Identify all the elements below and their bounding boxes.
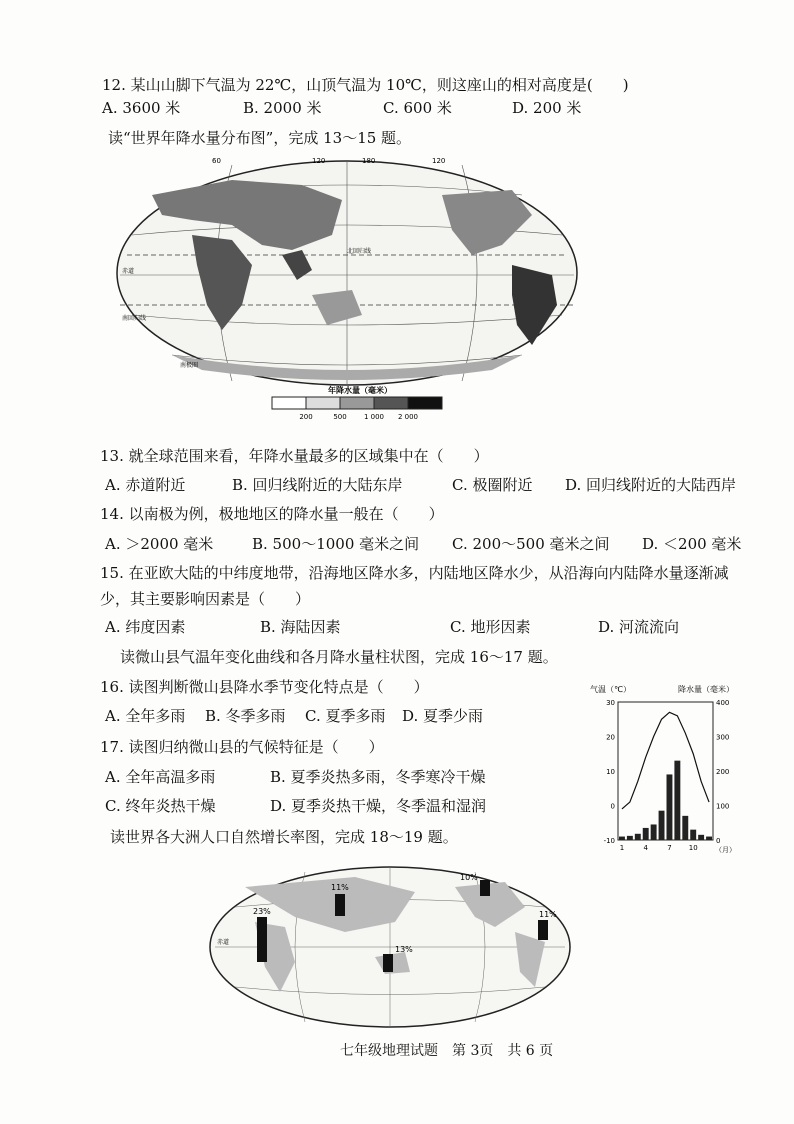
q15-option-c[interactable]: C. 地形因素 <box>450 618 531 636</box>
precip-bar-8 <box>674 761 680 840</box>
precip-bar-6 <box>659 811 665 840</box>
precip-bar-7 <box>667 774 673 840</box>
precip-bar-4 <box>643 828 649 840</box>
y2-axis-label: 降水量（毫米） <box>678 685 734 694</box>
q16-option-d[interactable]: D. 夏季少雨 <box>402 707 484 725</box>
oceania-bar <box>383 954 393 972</box>
temperature-curve <box>622 712 709 809</box>
intro-13-15: 读“世界年降水量分布图”，完成 13～15 题。 <box>108 129 412 147</box>
precip-bar-11 <box>698 835 704 840</box>
q17-stem: 17. 读图归纳微山县的气候特征是（ ） <box>100 738 384 756</box>
y2-tick: 200 <box>716 768 730 776</box>
q16-option-b[interactable]: B. 冬季多雨 <box>205 707 286 725</box>
y-tick: 0 <box>610 802 615 811</box>
x-axis-label: （月） <box>715 846 736 854</box>
precip-bar-3 <box>635 834 641 840</box>
q15-stem-line2: 少，其主要影响因素是（ ） <box>100 590 311 608</box>
population-growth-map <box>205 862 575 1032</box>
legend-tick-2000: 2 000 <box>397 413 419 421</box>
q12-stem: 12. 某山山脚下气温为 22℃，山顶气温为 10℃，则这座山的相对高度是( ) <box>102 76 629 94</box>
q16-option-c[interactable]: C. 夏季多雨 <box>305 707 386 725</box>
x-tick: 10 <box>688 844 698 852</box>
legend-tick-1000: 1 000 <box>363 413 385 421</box>
oceania-rate: 13% <box>395 945 413 954</box>
y2-tick: 0 <box>716 837 721 845</box>
tropic-cancer-label: 北回归线 <box>347 248 372 255</box>
q12-option-d[interactable]: D. 200 米 <box>512 99 582 117</box>
tropic-capricorn-label: 南回归线 <box>122 315 147 322</box>
q16-option-a[interactable]: A. 全年多雨 <box>105 707 186 725</box>
legend-tick-200: 200 <box>299 413 313 421</box>
south-america-rate: 11% <box>539 910 557 919</box>
y-tick: -10 <box>603 837 615 845</box>
legend-tick-500: 500 <box>333 413 347 421</box>
q17-option-a[interactable]: A. 全年高温多雨 <box>105 768 216 786</box>
legend-title: 年降水量（毫米） <box>328 386 392 395</box>
x-tick: 4 <box>643 844 648 852</box>
q15-option-b[interactable]: B. 海陆因素 <box>260 618 341 636</box>
q13-option-b[interactable]: B. 回归线附近的大陆东岸 <box>232 476 403 494</box>
y-tick: 30 <box>606 699 615 707</box>
q13-option-d[interactable]: D. 回归线附近的大陆西岸 <box>565 476 737 494</box>
q16-stem: 16. 读图判断微山县降水季节变化特点是（ ） <box>100 678 429 696</box>
north-america-rate: 10% <box>460 873 478 882</box>
x-tick: 1 <box>619 844 625 852</box>
q13-option-c[interactable]: C. 极圈附近 <box>452 476 533 494</box>
precip-bar-9 <box>682 816 688 840</box>
q12-option-c[interactable]: C. 600 米 <box>383 99 452 117</box>
q15-option-a[interactable]: A. 纬度因素 <box>105 618 186 636</box>
africa-rate: 23% <box>253 907 271 916</box>
south-america-bar <box>538 920 548 940</box>
north-america-bar <box>480 880 490 896</box>
world-precipitation-map <box>112 155 582 395</box>
q12-option-a[interactable]: A. 3600 米 <box>102 99 181 117</box>
lon-label-2: 120 <box>312 157 326 165</box>
climate-chart <box>588 682 748 857</box>
precip-bar-2 <box>627 836 633 840</box>
q17-option-b[interactable]: B. 夏季炎热多雨，冬季寒冷干燥 <box>270 768 486 786</box>
y2-tick: 300 <box>716 733 730 742</box>
asia-bar <box>335 894 345 916</box>
q17-option-c[interactable]: C. 终年炎热干燥 <box>105 797 216 815</box>
precip-bar-1 <box>619 837 625 840</box>
y2-tick: 100 <box>716 802 730 811</box>
page-footer: 七年级地理试题 第 3页 共 6 页 <box>340 1043 554 1059</box>
antarctic-circle-label: 南极圈 <box>180 362 199 369</box>
y-tick: 20 <box>606 733 615 742</box>
y-axis-label: 气温（℃） <box>590 685 631 694</box>
q13-stem: 13. 就全球范围来看，年降水量最多的区域集中在（ ） <box>100 447 489 465</box>
q15-option-d[interactable]: D. 河流流向 <box>598 618 680 636</box>
y-tick: 10 <box>606 768 615 776</box>
q14-option-d[interactable]: D. ＜200 毫米 <box>642 535 742 553</box>
q14-option-b[interactable]: B. 500～1000 毫米之间 <box>252 535 420 553</box>
equator-label-2: 赤道 <box>217 939 230 946</box>
q12-option-b[interactable]: B. 2000 米 <box>243 99 322 117</box>
intro-16-17: 读微山县气温年变化曲线和各月降水量柱状图，完成 16～17 题。 <box>120 648 558 666</box>
q13-option-a[interactable]: A. 赤道附近 <box>105 476 186 494</box>
intro-18-19: 读世界各大洲人口自然增长率图，完成 18～19 题。 <box>110 828 458 846</box>
precip-bar-10 <box>690 830 696 840</box>
equator-label: 赤道 <box>122 268 135 275</box>
q15-stem-line1: 15. 在亚欧大陆的中纬度地带，沿海地区降水多，内陆地区降水少，从沿海向内陆降水量逐渐减 <box>100 564 729 582</box>
q14-stem: 14. 以南极为例，极地地区的降水量一般在（ ） <box>100 505 444 523</box>
lon-label-3: 180 <box>362 157 376 165</box>
lon-label-4: 120 <box>432 157 446 165</box>
africa-bar <box>257 917 267 962</box>
q14-option-a[interactable]: A. ＞2000 毫米 <box>105 535 214 553</box>
precip-bar-12 <box>706 837 712 840</box>
y2-tick: 400 <box>716 699 730 707</box>
lon-label-1: 60 <box>212 157 221 165</box>
q17-option-d[interactable]: D. 夏季炎热干燥，冬季温和湿润 <box>270 797 487 815</box>
x-tick: 7 <box>667 844 672 852</box>
q14-option-c[interactable]: C. 200～500 毫米之间 <box>452 535 610 553</box>
precipitation-legend <box>270 385 450 425</box>
asia-rate: 11% <box>331 883 349 892</box>
precip-bar-5 <box>651 824 657 840</box>
